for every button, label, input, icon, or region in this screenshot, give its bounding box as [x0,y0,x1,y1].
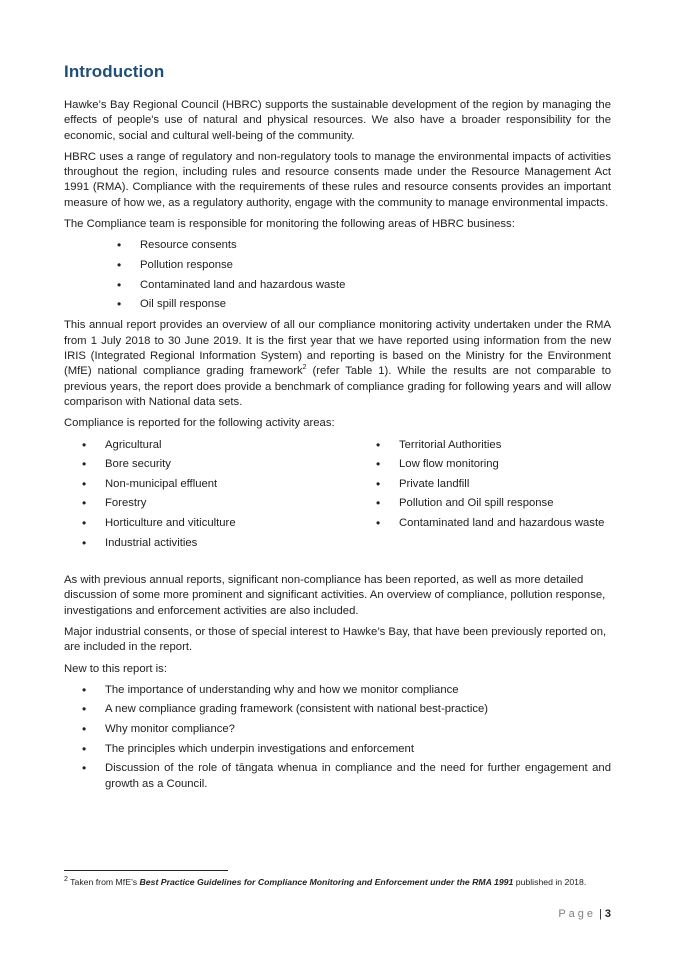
list-item: • Pollution and Oil spill response [399,496,611,511]
paragraph-major-consents: Major industrial consents, or those of special interest to Hawke’s Bay, that have been previously reported on, are included in the report. [64,625,607,654]
list-item: • The principles which underpin investigations and enforcement [105,742,611,757]
paragraph-new-items: New to this report is: [64,662,167,675]
list-item: • A new compliance grading framework (consistent with national best-practice) [105,702,611,717]
paragraph-annual-report [64,318,611,410]
list-item: • Forestry [105,496,358,511]
new-items-list [64,683,611,792]
list-item: • Why monitor compliance? [105,722,611,737]
footer-separator: | [599,908,602,920]
paragraph-activity-areas: Compliance is reported for the following activity areas: [64,417,335,430]
list-item: • Private landfill [399,477,611,492]
list-item: • Industrial activities [105,536,358,551]
footnote-suffix: published in 2018. [513,877,587,887]
activity-areas-column-2 [358,438,611,556]
paragraph-compliance-team: The Compliance team is responsible for monitoring the following areas of HBRC business: [64,218,515,231]
activity-areas-column-1 [64,438,358,556]
list-item: • Territorial Authorities [399,438,611,453]
footnote-number: 2 [64,876,68,884]
activity-areas-lists [64,438,611,556]
paragraph-annual-report-text-continued: (refer Table 1). While the results are not comparable to previous years, the report does provide a benchmark of compliance grading for following years and will allow comparison with National data sets. [64,365,611,408]
list-item: • Pollution response [140,258,611,273]
footnote [64,877,586,887]
list-item: • Agricultural [105,438,358,453]
page-label: Page [558,908,597,920]
list-item: • Low flow monitoring [399,457,611,472]
footnote-publication-title: Best Practice Guidelines for Compliance Monitoring and Enforcement under the RMA 1991 [139,877,514,887]
list-item: • Non-municipal effluent [105,477,358,492]
paragraph-annual-report-text: This annual report provides an overview of all our compliance monitoring activity undertaken under the RMA from 1 July 2018 to 30 June 2019. It is the first year that we have reported using information from the new IRIS (Integrated Regional Information System) and reporting is based on the Ministry for the Environment (MfE) national compliance grading framework [64,319,611,378]
page-footer [558,908,611,920]
paragraph-intro: Hawke’s Bay Regional Council (HBRC) supports the sustainable development of the region by managing the effects of people's use of natural and physical resources. We also have a broader responsibility for the economic, social and cultural well-being of the community. [64,99,611,142]
page-number: 3 [604,908,611,920]
body-text [64,98,611,796]
list-item: • The importance of understanding why and how we monitor compliance [105,683,611,698]
list-item: • Discussion of the role of tāngata whenua in compliance and the need for further engagement and growth as a Council. [105,761,611,792]
footnote-reference: 2 [302,364,307,372]
paragraph-previous-reports: As with previous annual reports, significant non-compliance has been reported, as well as more detailed discussion of some more prominent and significant activities. An overview of compliance, pollution response, investigations and enforcement activities are also included. [64,574,606,617]
list-item: • Oil spill response [140,297,611,312]
list-item: • Resource consents [140,238,611,253]
footnote-divider [64,870,228,871]
business-areas-list [64,238,611,312]
paragraph-tools: HBRC uses a range of regulatory and non-regulatory tools to manage the environmental impacts of activities throughout the region, including rules and resource consents made under the Resource Management Act 1991 (RMA). Compliance with the requirements of these rules and resource consents provides an important measure of how we, as a regulatory authority, engage with the community to manage environmental impacts. [64,150,611,209]
list-item: • Contaminated land and hazardous waste [140,278,611,293]
section-title: Introduction [64,62,165,81]
footnote-prefix: Taken from MfE’s [67,877,140,887]
list-item: • Contaminated land and hazardous waste [399,516,611,531]
list-item: • Bore security [105,457,358,472]
list-item: • Horticulture and viticulture [105,516,358,531]
